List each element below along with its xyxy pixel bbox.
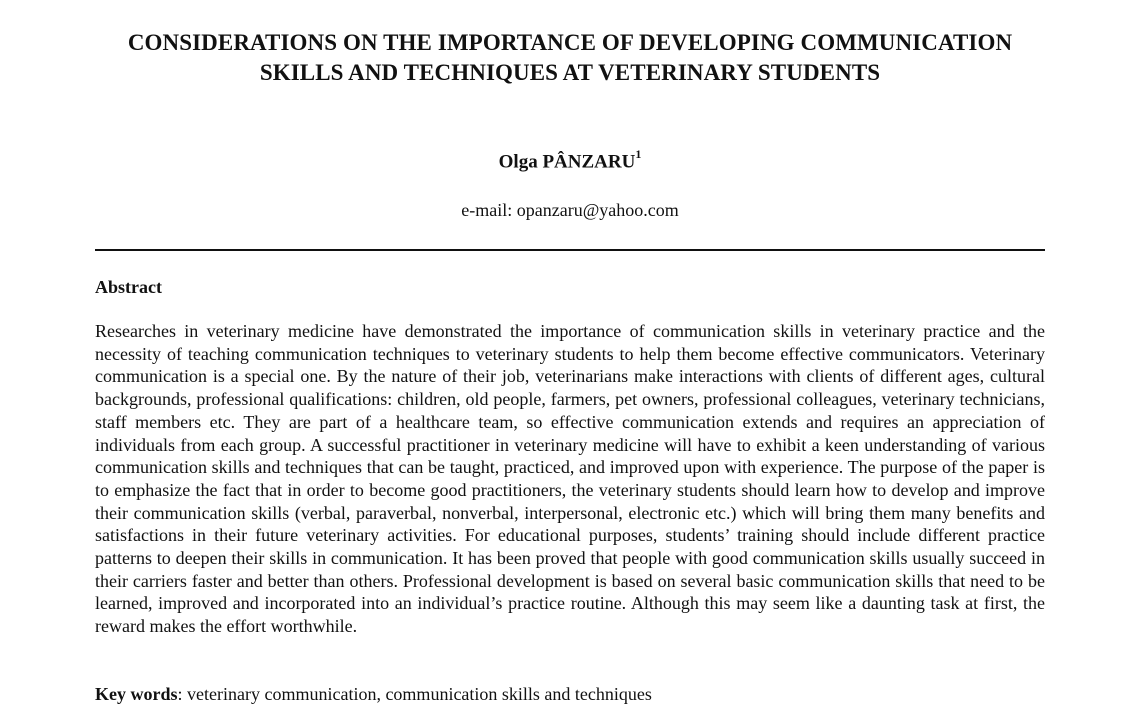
keywords-text: veterinary communication, communication skills and techniques (187, 684, 652, 704)
keywords-separator: : (177, 684, 188, 704)
keywords-label: Key words (95, 684, 178, 704)
header-divider (95, 249, 1045, 251)
author-name: Olga PÂNZARU (498, 151, 636, 173)
author-affiliation-mark: 1 (635, 147, 642, 161)
abstract-heading: Abstract (95, 277, 162, 297)
keywords-line (95, 682, 1045, 706)
abstract-body: Researches in veterinary medicine have demonstrated the importance of communication skills in veterinary practice and the necessity of teaching communication techniques to veterinary students to help them become effective communicators. Veterinary communication is a special one. By the nature of their job, veterinarians make interactions with clients of different ages, cultural backgrounds, professional qualifications: children, old people, farmers, pet owners, professional colleagues, veterinary technicians, staff members etc. They are part of a healthcare team, so effective communication extends and requires an appreciation of individuals from each group. A successful practitioner in veterinary medicine will have to exhibit a keen understanding of various communication skills and techniques that can be taught, practiced, and improved upon with experience. The purpose of the paper is to emphasize the fact that in order to become good practitioners, the veterinary students should learn how to develop and improve their communication skills (verbal, paraverbal, nonverbal, interpersonal, electronic etc.) which will bring them many benefits and satisfactions in their future veterinary activities. For educational purposes, students’ training should include different practice patterns to deepen their skills in communication. It has been proved that people with good communication skills usually succeed in their carriers faster and better than others. Professional development is based on several basic communication skills that need to be learned, improved and incorporated into an individual’s practice routine. Although this may seem like a daunting task at first, the reward makes the effort worthwhile. (95, 321, 1045, 637)
author-line (95, 144, 1045, 174)
author-email: e-mail: opanzaru@yahoo.com (461, 200, 679, 220)
paper-title: CONSIDERATIONS ON THE IMPORTANCE OF DEVELOPING COMMUNICATION SKILLS AND TECHNIQUES AT VETERINARY STUDENTS (127, 30, 1013, 85)
